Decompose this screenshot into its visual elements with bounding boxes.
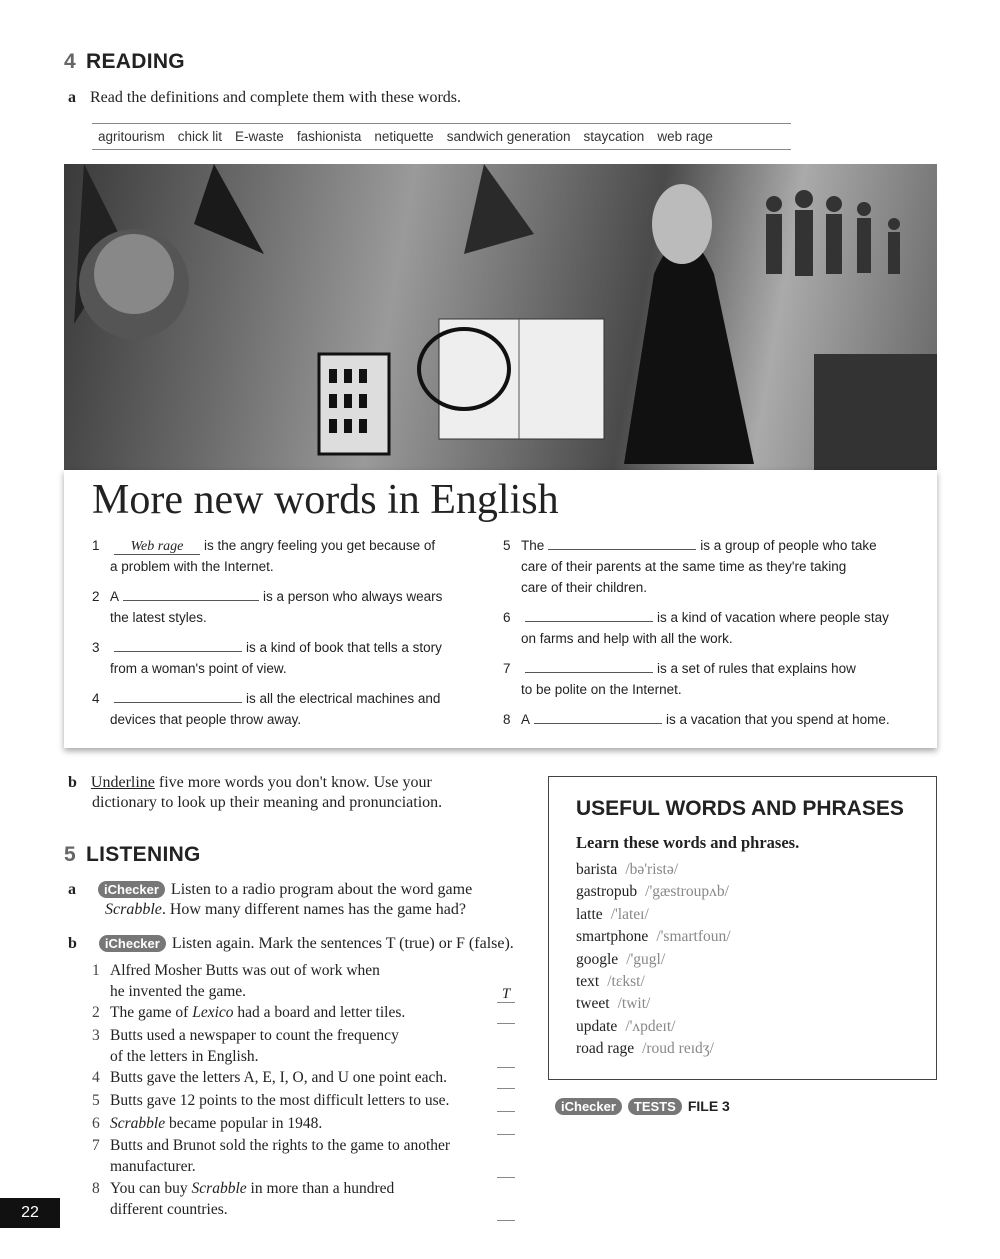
statement: 4 Butts gave the letters A, E, I, O, and U one point each.: [92, 1069, 448, 1086]
definition-item: 2 A is a person who always wears the latest styles.: [92, 589, 443, 625]
answer-blank[interactable]: [497, 1096, 515, 1112]
word: agritourism: [98, 129, 165, 144]
answer-blank[interactable]: [114, 638, 242, 652]
answer-blank[interactable]: [497, 1119, 515, 1135]
word: sandwich generation: [446, 129, 571, 144]
tests-link[interactable]: TESTS: [628, 1098, 682, 1115]
word: web rage: [657, 129, 713, 144]
answer-blank[interactable]: [497, 1008, 515, 1024]
word-bank: [92, 123, 791, 150]
listening-instruction-a: a iChecker Listen to a radio program about the word game Scrabble. How many different names has the game had?: [68, 881, 473, 918]
word: chick lit: [177, 129, 223, 144]
word: netiquette: [374, 129, 434, 144]
statement: 6 Scrabble became popular in 1948.: [92, 1115, 323, 1132]
word-entry: text /tɛkst/: [576, 973, 645, 991]
answer-blank[interactable]: [497, 1073, 515, 1089]
word-list: [576, 859, 731, 1061]
collage-illustration: [64, 164, 937, 470]
definition-item: 1 Web rage is the angry feeling you get because of a problem with the Internet.: [92, 538, 436, 574]
answer-blank[interactable]: [548, 536, 696, 550]
listening-instruction-b: b iChecker Listen again. Mark the sentences T (true) or F (false).: [68, 935, 514, 952]
definition-item: 4 is all the electrical machines and devices that people throw away.: [92, 691, 441, 727]
answer-blank[interactable]: [497, 1052, 515, 1068]
word: E-waste: [235, 129, 284, 144]
definition-item: 7 is a set of rules that explains how to be polite on the Internet.: [503, 661, 856, 697]
ichecker-badge[interactable]: iChecker: [98, 881, 165, 898]
word-entry: smartphone /'smartfoun/: [576, 928, 731, 946]
word-entry: tweet /twit/: [576, 995, 651, 1013]
word-entry: gastropub /'gæstroupʌb/: [576, 883, 729, 901]
footer-links: [555, 1098, 730, 1116]
article-title: More new words in English: [92, 477, 559, 523]
word-entry: barista /bə'ristə/: [576, 861, 679, 878]
statement: 2 The game of Lexico had a board and letter tiles.: [92, 1004, 406, 1021]
answer-blank[interactable]: [123, 587, 259, 601]
word-entry: google /'gugl/: [576, 950, 666, 968]
definition-item: 6 is a kind of vacation where people stay on farms and help with all the work.: [503, 610, 889, 646]
answer-blank[interactable]: [497, 1205, 515, 1221]
definition-item: 5 The is a group of people who take care of their parents at the same time as they're taking care of their children.: [503, 538, 877, 595]
ichecker-badge[interactable]: iChecker: [99, 935, 166, 952]
file-label: FILE 3: [687, 1098, 730, 1114]
word: fashionista: [296, 129, 362, 144]
answer-blank[interactable]: T: [497, 987, 515, 1003]
statement: 3 Butts used a newspaper to count the frequency of the letters in English.: [92, 1027, 399, 1065]
reading-instruction-a: a Read the definitions and complete them with these words.: [68, 89, 462, 106]
statement: 1 Alfred Mosher Butts was out of work when he invented the game.: [92, 962, 380, 1000]
statement: 5 Butts gave 12 points to the most difficult letters to use.: [92, 1092, 450, 1109]
answer-blank[interactable]: [497, 1162, 515, 1178]
word: staycation: [583, 129, 645, 144]
answer-blank[interactable]: [525, 659, 653, 673]
answer-blank[interactable]: [525, 608, 653, 622]
definition-item: 3 is a kind of book that tells a story from a woman's point of view.: [92, 640, 442, 676]
listening-heading: 5 LISTENING: [64, 843, 201, 866]
useful-title: USEFUL WORDS AND PHRASES: [576, 797, 904, 820]
statement: 8 You can buy Scrabble in more than a hundred different countries.: [92, 1180, 395, 1218]
answer-blank[interactable]: [114, 689, 242, 703]
word-entry: update /'ʌpdeɪt/: [576, 1017, 676, 1035]
useful-words-box: [548, 776, 937, 1080]
page-number: 22: [0, 1198, 60, 1228]
reading-instruction-b: b Underline five more words you don't know. Use your dictionary to look up their meaning and pronunciation.: [68, 774, 443, 811]
statement: 7 Butts and Brunot sold the rights to the game to another manufacturer.: [92, 1137, 451, 1175]
answer-blank[interactable]: Web rage: [114, 539, 200, 555]
answer-blank[interactable]: [534, 710, 662, 724]
word-entry: road rage /roud reɪdʒ/: [576, 1040, 714, 1058]
word-entry: latte /'lateɪ/: [576, 905, 649, 923]
useful-subtitle: Learn these words and phrases.: [576, 833, 800, 852]
definition-item: 8 A is a vacation that you spend at home.: [503, 712, 890, 727]
ichecker-link[interactable]: iChecker: [555, 1098, 622, 1115]
collage-image: [64, 164, 937, 470]
reading-heading: 4 READING: [64, 50, 185, 73]
